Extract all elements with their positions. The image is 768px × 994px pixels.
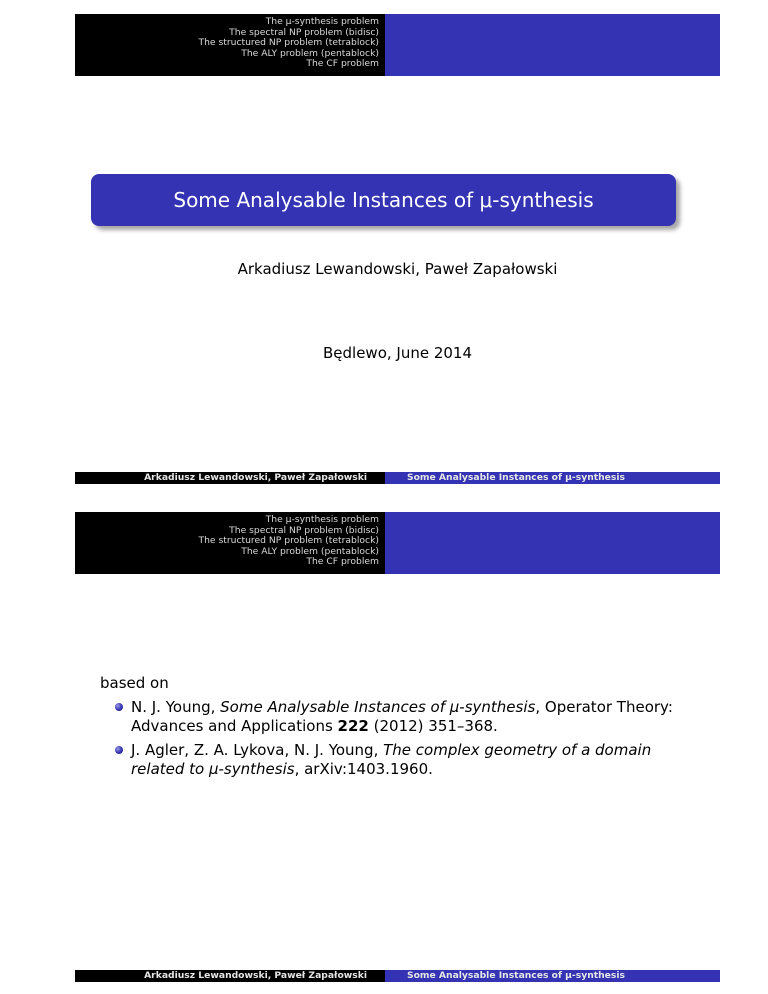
nav-item-mu-synthesis[interactable]: The μ-synthesis problem — [265, 514, 379, 525]
references-slide — [75, 512, 720, 982]
footer-title: Some Analysable Instances of μ-synthesis — [407, 970, 625, 981]
nav-item-spectral-np[interactable]: The spectral NP problem (bidisc) — [229, 26, 379, 38]
nav-item-structured-np[interactable]: The structured NP problem (tetrablock) — [198, 37, 379, 49]
section-nav — [198, 17, 379, 70]
slide-footer — [75, 472, 720, 484]
slide-footer — [75, 970, 720, 982]
reference-item — [115, 698, 705, 736]
intro-text: based on — [100, 674, 169, 692]
bullet-icon — [115, 703, 123, 711]
slide-header — [75, 512, 720, 574]
footer-authors: Arkadiusz Lewandowski, Paweł Zapałowski — [144, 970, 367, 981]
footer-right-panel — [385, 472, 720, 484]
nav-item-cf[interactable]: The CF problem — [306, 556, 379, 568]
header-accent-panel — [385, 14, 720, 76]
reference-authors: N. J. Young, — [131, 698, 221, 716]
footer-left-panel — [75, 472, 385, 484]
reference-title: The complex geometry of a domain related to μ-synthesis — [131, 741, 652, 778]
nav-item-aly[interactable]: The ALY problem (pentablock) — [241, 545, 379, 557]
nav-item-aly[interactable]: The ALY problem (pentablock) — [241, 47, 379, 59]
footer-title: Some Analysable Instances of μ-synthesis — [407, 472, 625, 483]
header-accent-panel — [385, 512, 720, 574]
reference-item — [115, 741, 705, 779]
footer-left-panel — [75, 970, 385, 982]
bullet-icon — [115, 746, 123, 754]
nav-item-cf[interactable]: The CF problem — [306, 58, 379, 70]
reference-authors: J. Agler, Z. A. Lykova, N. J. Young, — [131, 741, 384, 759]
section-nav — [198, 515, 379, 568]
nav-item-spectral-np[interactable]: The spectral NP problem (bidisc) — [229, 524, 379, 536]
nav-item-mu-synthesis[interactable]: The μ-synthesis problem — [265, 16, 379, 27]
presentation-venue-date: Będlewo, June 2014 — [322, 344, 473, 362]
footer-authors: Arkadiusz Lewandowski, Paweł Zapałowski — [144, 472, 367, 483]
reference-list — [115, 698, 705, 784]
reference-title: Some Analysable Instances of μ-synthesis — [220, 698, 536, 716]
nav-item-structured-np[interactable]: The structured NP problem (tetrablock) — [198, 535, 379, 547]
header-nav-panel — [75, 512, 385, 574]
slide-header — [75, 14, 720, 76]
reference-details: (2012) 351–368. — [368, 717, 498, 735]
reference-separator: , — [535, 698, 541, 716]
title-slide — [75, 14, 720, 484]
reference-journal: Operator Theory: Advances and Applications — [131, 698, 673, 735]
presentation-title: Some Analysable Instances of μ-synthesis — [91, 174, 676, 226]
reference-details: , arXiv:1403.1960. — [294, 760, 433, 778]
header-nav-panel — [75, 14, 385, 76]
presentation-authors: Arkadiusz Lewandowski, Paweł Zapałowski — [237, 260, 558, 278]
reference-volume: 222 — [337, 717, 369, 735]
footer-right-panel — [385, 970, 720, 982]
